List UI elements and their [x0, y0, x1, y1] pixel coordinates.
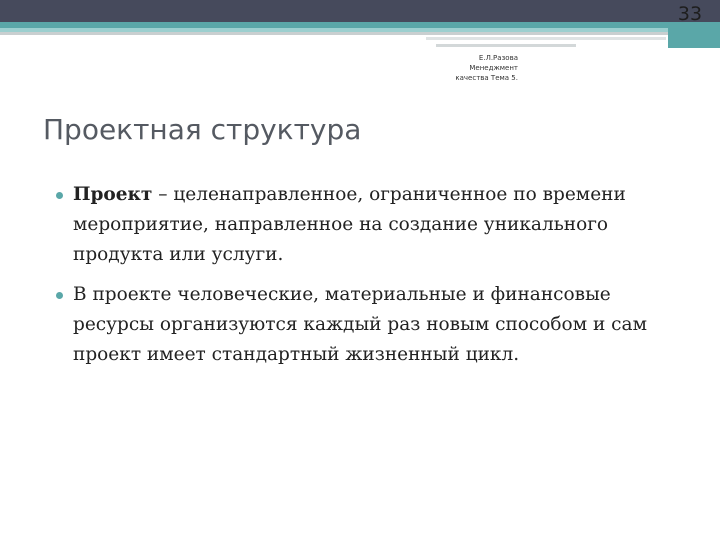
author-note: [430, 53, 518, 83]
bullet-dot-icon: [56, 192, 63, 199]
author-note-line: качества Тема 5.: [455, 74, 518, 82]
bullet-term: Проект: [73, 184, 153, 205]
bullet-dot-icon: [56, 292, 63, 299]
bullet-text: – целенаправленное, ограниченное по времени мероприятие, направленное на создание уникального продукта или услуги.: [73, 184, 626, 265]
slide-title: Проектная структура: [43, 113, 362, 146]
top-decorative-bar: [0, 0, 720, 48]
decorative-stripe: [436, 44, 576, 47]
author-note-line: Менеджмент: [469, 64, 518, 72]
top-bar-dark-band: [0, 0, 720, 22]
bullet-item: [56, 280, 666, 370]
top-bar-gray-band: [0, 32, 720, 35]
decorative-stripe: [426, 37, 666, 40]
slide-number: 33: [677, 3, 703, 25]
bullet-item: [56, 180, 666, 270]
bullet-text: В проекте человеческие, материальные и финансовые ресурсы организуются каждый раз новым способом и сам проект имеет стандартный жизненный цикл.: [73, 284, 647, 365]
slide-content: [56, 180, 666, 380]
author-note-line: Е.Л.Разова: [478, 54, 518, 62]
top-bar-right-block: [668, 22, 720, 48]
